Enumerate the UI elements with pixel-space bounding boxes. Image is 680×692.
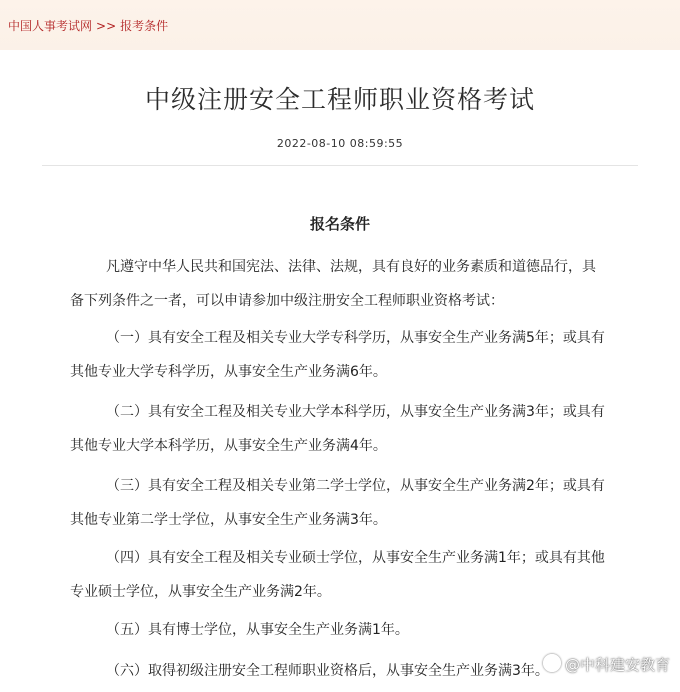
intro-line-1: 凡遵守中华人民共和国宪法、法律、法规，具有良好的业务素质和道德品行，具 xyxy=(106,259,596,275)
condition-item-4-line-2: 专业硕士学位，从事安全生产业务满2年。 xyxy=(70,584,331,600)
condition-item-5-line-1: （五）具有博士学位，从事安全生产业务满1年。 xyxy=(106,622,409,638)
condition-item-4-line-1: （四）具有安全工程及相关专业硕士学位，从事安全生产业务满1年；或具有其他 xyxy=(106,550,605,566)
condition-item-2-line-1: （二）具有安全工程及相关专业大学本科学历，从事安全生产业务满3年；或具有 xyxy=(106,404,605,420)
condition-item-6-line-1: （六）取得初级注册安全工程师职业资格后，从事安全生产业务满3年。 xyxy=(106,663,549,679)
condition-item-2 xyxy=(70,395,610,463)
watermark-logo-icon xyxy=(543,654,561,672)
condition-item-3-line-1: （三）具有安全工程及相关专业第二学士学位，从事安全生产业务满2年；或具有 xyxy=(106,478,605,494)
condition-item-5 xyxy=(70,613,610,647)
breadcrumb-bar xyxy=(0,0,680,50)
condition-item-1-line-2: 其他专业大学专科学历，从事安全生产业务满6年。 xyxy=(70,364,387,380)
watermark-text: @中科建安教育 xyxy=(564,656,670,674)
intro-line-2: 备下列条件之一者，可以申请参加中级注册安全工程师职业资格考试： xyxy=(70,293,504,309)
publish-date: 2022-08-10 08:59:55 xyxy=(276,137,404,150)
breadcrumb-home-link[interactable]: 中国人事考试网 xyxy=(8,19,93,33)
condition-item-6 xyxy=(70,654,610,688)
watermark xyxy=(543,654,670,675)
intro-paragraph xyxy=(70,250,610,318)
condition-item-1-line-1: （一）具有安全工程及相关专业大学专科学历，从事安全生产业务满5年；或具有 xyxy=(106,330,605,346)
page-title: 中级注册安全工程师职业资格考试 xyxy=(144,85,535,114)
section-title: 报名条件 xyxy=(309,215,370,233)
condition-item-4 xyxy=(70,541,610,609)
condition-item-2-line-2: 其他专业大学本科学历，从事安全生产业务满4年。 xyxy=(70,438,387,454)
condition-item-3 xyxy=(70,469,610,537)
breadcrumb-separator: >> xyxy=(96,19,117,33)
condition-item-1 xyxy=(70,321,610,389)
breadcrumb-current-link[interactable]: 报考条件 xyxy=(120,19,169,33)
header-divider xyxy=(42,165,638,166)
breadcrumb xyxy=(8,17,168,34)
condition-item-3-line-2: 其他专业第二学士学位，从事安全生产业务满3年。 xyxy=(70,512,387,528)
